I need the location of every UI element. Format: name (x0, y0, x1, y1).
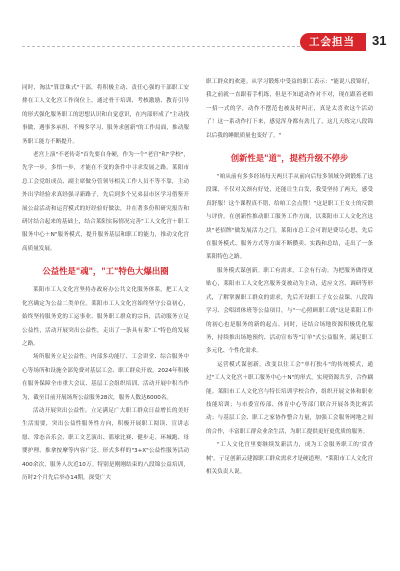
paragraph: 莱阳市工人文化宫坚持办政府办公共文化服务体系，把工人文化宫确定为公益二类单位。莱阳市工人文化宫始终坚守公益初心，始终坚持服务党的工运事业、服务职工群众的宗旨，活动服务立足公益性，活动开展突出公益性，走出了一条具有莱"工"特色的发展之路。 (22, 287, 189, 347)
paragraph: 职工群众的欢迎。从学习锻炼中受益的职工表示："能说八段锦好，我之前就一直跟着手机练，但是不知道动作对不对，现在跟着老师一招一式的学，动作不摆范也被及时纠正，真是太喜欢这个活动了！这一系动作打下来，感觉浑身都有劲儿了，这几天练完八段锦以后我的睡眠质量也变好了。" (206, 79, 373, 139)
section-title: 工会担当 (309, 36, 355, 48)
paragraph: 活动开展突出公益性。立足满足广大职工群众日益增长的美好生活需要，突出公益性服务性方向，积极开展职工阅读、宣讲志愿、常态音乐会、职工文艺演出、篮球比赛、健步走、环城跑、母婴护理、推拿按摩等内容广泛、形式多样的"3+X"公益性服务活动400余次，服务人次近10万。特别是刚刚结束的八段锦公益培训，历时2个月先后举办14期，深受广大 (22, 407, 189, 481)
paragraph: 服务模式谋创新。职工有需求，工会有行动。为把服务做得更贴心，莱阳市工人文化宫服务变被动为主动，适应文宫、调研等形式，了解掌握职工群众的需求，先后开设职工子女公益课、八段锦学习、会唱团体班等公益项目，与"一心照顾职工就"这是莱阳工作的初心也是服务的新的起点。同时，还结合场地资源积极优化服务，持续推出场地预约、活动宣布等"订单"式公益服务，满足职工多元化、个性化需求。 (206, 267, 373, 355)
paragraph: 老宫上演"不老传奇"首先要自身硬，作为一个"老宫"和"学校"，先学一步，多悟一步，才能在不变的条件中寻求发展之路。莱阳市总工会党组成员、副主席做分管领导相关工作人员不等不靠，主动外出学经验求真经强寻新路子，先后到多个兄弟县市区学习借鉴开展公益活动和运营模式的好经验好做法，并在著多份积研究报告和研讨结合起来的基础上，结合莱阳实际情况完善"工人文化宫＋职工服务中心＋N"服务模式，提升服务基层和职工的能力，推动文化宫高质量发展。 (22, 152, 189, 252)
page-number: 31 (372, 33, 387, 48)
right-column (206, 76, 373, 479)
paragraph: 运营模式谋创新。改变以往工会"单打独斗"的传统模式，通过"工人文化宫＋职工服务中心＋N"的形式，实现资源共享，合作耦能。莱阳市工人文化宫与特长培训学校合作，组织开展文体和职业技能培训；与市委宣传部、体育中心等部门联合开展各类比赛活动；与基层工会、职工之家协作整合力量，加强工会服务网地之间的合作，丰富职工群众业余生活，为职工提供更好更优质的服务。 (206, 361, 373, 435)
section-heading: 创新性是"道"，提档升级不停步 (230, 153, 349, 164)
section-tab (300, 33, 366, 51)
section-heading: 公益性是"魂"，"工"特色大爆出圈 (42, 266, 169, 277)
page-header (0, 30, 400, 52)
header-divider (22, 46, 300, 47)
paragraph: 同时，淘汰"算盘珠式"干部，将积极主动、责任心强的干部职工安排在工人文化宫工作岗位上，通过骨干培训、考核激励、教育引导的形式强化服务职工的思想认识和自觉意识，在内部形成了"主动找事做，遇事多承担、不慢多学习，服务求创新"的工作局面，推动服务职工能力不断提升。 (22, 85, 189, 145)
left-column (22, 82, 189, 485)
paragraph: 场所服务立足公益性。内部多功能厅、工会讲堂、综合服务中心等场所和设施全部免费对基层工会、职工群众开放。2024年积极在服务保障全市重大会议、基层工会组织培训、活动开展中积当作为，截至目前开展场所公益服务28次，服务人数达6000名。 (22, 354, 189, 401)
paragraph: "工人文化宫里要继续发新活力，成为工会服务职工的'赏香树'，亍足创新云建源职工群众需求才是硬道理。"莱阳市工人文化宫相关负责人说。 (206, 442, 373, 475)
paragraph: "咱从前有多多经场每天两只手从前向后每多领域分到锻炼了这段课，不仅对关颈有好处，还能让生白发，我受坚持了两天，感受真舒服！这个课程真不错，给咱工会点赞！"这是职工王女士的反馈与评价。在创新性推动职工服务工作方面，以莱阳市工人文化宫这块"老招牌"做发展活力之门，莱阳市总工会可谓是费尽心思，先后在服务模式、服务方式等方面不断攒卖、实践和总结，走出了一条莱阳特色之路。 (206, 174, 373, 261)
